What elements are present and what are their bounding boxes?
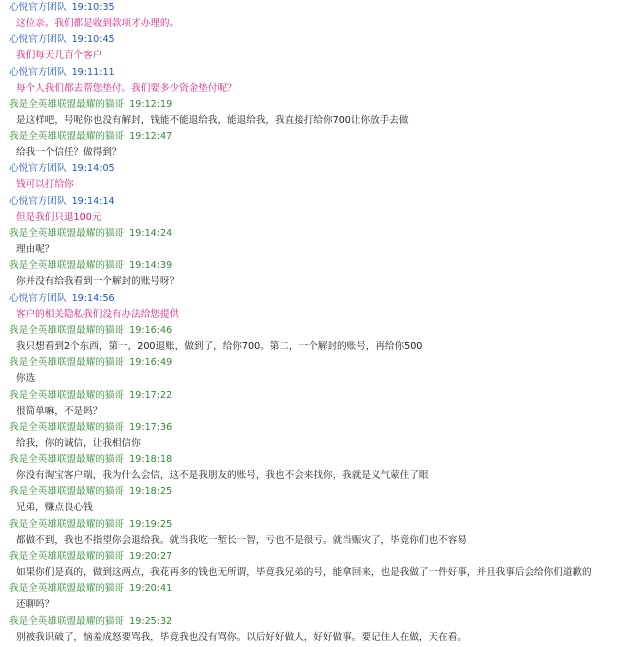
message-text: 你选 [16, 373, 36, 385]
sender-name: 心悦官方团队 [9, 34, 67, 46]
chat-message [0, 65, 640, 97]
sender-name: 我是全英雄联盟最耀的猫哥 [9, 131, 125, 143]
message-timestamp: 19:16:46 [129, 324, 173, 336]
message-timestamp: 19:25:32 [129, 615, 173, 627]
message-header [9, 452, 640, 468]
message-timestamp: 19:17:36 [129, 421, 173, 433]
message-timestamp: 19:14:14 [71, 195, 115, 207]
message-timestamp: 19:16:49 [129, 357, 173, 369]
message-text: 都做不到，我也不指望你会退给我。就当我吃一堑长一智，亏也不是很亏。就当赈灾了，毕竟你们也不容易 [16, 534, 467, 546]
message-header [9, 226, 640, 242]
sender-name: 心悦官方团队 [9, 66, 67, 78]
message-timestamp: 19:14:05 [71, 163, 115, 175]
sender-name: 我是全英雄联盟最耀的猫哥 [9, 389, 125, 401]
chat-message [0, 549, 640, 581]
message-text: 钱可以打给你 [16, 179, 74, 191]
chat-message [0, 226, 640, 258]
chat-message [0, 388, 640, 420]
message-timestamp: 19:18:18 [129, 454, 173, 466]
sender-name: 我是全英雄联盟最耀的猫哥 [9, 615, 125, 627]
message-header [9, 0, 640, 16]
message-text: 我只想看到2个东西，第一，200退账，做到了，给你700。第二，一个解封的账号，再给你500 [16, 340, 423, 352]
message-header [9, 32, 640, 48]
chat-message [0, 484, 640, 516]
sender-name: 心悦官方团队 [9, 292, 67, 304]
message-header [9, 323, 640, 339]
message-text: 你没有淘宝客户端，我为什么会信，这不是我朋友的账号，我也不会来找你，我就是义气蒙住了眼 [16, 470, 429, 482]
message-header [9, 97, 640, 113]
message-timestamp: 19:12:19 [129, 98, 173, 110]
message-header [9, 517, 640, 533]
chat-message [0, 452, 640, 484]
message-timestamp: 19:11:11 [71, 66, 115, 78]
message-header [9, 420, 640, 436]
message-timestamp: 19:14:39 [129, 260, 173, 272]
message-timestamp: 19:14:24 [129, 228, 173, 240]
sender-name: 心悦官方团队 [9, 163, 67, 175]
message-timestamp: 19:20:27 [129, 551, 173, 563]
message-timestamp: 19:20:41 [129, 583, 173, 595]
sender-name: 我是全英雄联盟最耀的猫哥 [9, 357, 125, 369]
sender-name: 我是全英雄联盟最耀的猫哥 [9, 260, 125, 272]
message-header [9, 65, 640, 81]
sender-name: 我是全英雄联盟最耀的猫哥 [9, 551, 125, 563]
chat-message [0, 0, 640, 32]
sender-name: 我是全英雄联盟最耀的猫哥 [9, 98, 125, 110]
message-text: 客户的相关隐私我们没有办法给您提供 [16, 308, 180, 320]
sender-name: 我是全英雄联盟最耀的猫哥 [9, 454, 125, 466]
message-text: 如果你们是真的，做到这两点，我花再多的钱也无所谓，毕竟我兄弟的号，能拿回来，也是我做了一件好事，并且我事后会给你们道歉的 [16, 567, 592, 579]
message-timestamp: 19:19:25 [129, 518, 173, 530]
message-timestamp: 19:14:56 [71, 292, 115, 304]
message-text: 每个人我们都去帮您垫付。我们要多少资金垫付呢？ [16, 82, 237, 94]
message-text: 是这样吧，号呢你也没有解封，钱能不能退给我，能退给我，我直接打给你700让你放手去做 [16, 114, 409, 126]
sender-name: 心悦官方团队 [9, 195, 67, 207]
message-header [9, 161, 640, 177]
message-text: 别被我识破了，恼羞成怒要骂我，毕竟我也没有骂你。以后好好做人，好好做事。要记住人在做，天在看。 [16, 631, 467, 643]
chat-message [0, 323, 640, 355]
message-text: 这位亲。我们都是收到款项才办理的。 [16, 18, 180, 29]
message-header [9, 291, 640, 307]
message-timestamp: 19:12:47 [129, 131, 173, 143]
sender-name: 我是全英雄联盟最耀的猫哥 [9, 486, 125, 498]
sender-name: 心悦官方团队 [9, 2, 67, 13]
chat-message [0, 581, 640, 613]
message-text: 还聊吗？ [16, 599, 55, 611]
message-text: 我们每天几百个客户 [16, 50, 103, 62]
chat-message [0, 355, 640, 387]
message-header [9, 614, 640, 630]
message-timestamp: 19:10:35 [71, 2, 115, 13]
message-timestamp: 19:10:45 [71, 34, 115, 46]
sender-name: 我是全英雄联盟最耀的猫哥 [9, 324, 125, 336]
message-header [9, 194, 640, 210]
message-text: 给我一个信任？做得到？ [16, 147, 122, 159]
message-text: 但是我们只退100元 [16, 211, 102, 223]
chat-message [0, 97, 640, 129]
message-header [9, 549, 640, 565]
message-header [9, 388, 640, 404]
sender-name: 我是全英雄联盟最耀的猫哥 [9, 421, 125, 433]
message-header [9, 581, 640, 597]
message-text: 你并没有给我看到一个解封的账号呀？ [16, 276, 180, 288]
message-text: 给我，你的诚信，让我相信你 [16, 437, 141, 449]
chat-message [0, 517, 640, 549]
sender-name: 我是全英雄联盟最耀的猫哥 [9, 228, 125, 240]
message-text: 理由呢？ [16, 244, 55, 256]
chat-message [0, 129, 640, 161]
chat-message [0, 614, 640, 646]
chat-message [0, 420, 640, 452]
message-header [9, 355, 640, 371]
message-timestamp: 19:18:25 [129, 486, 173, 498]
chat-message [0, 161, 640, 193]
message-timestamp: 19:17:22 [129, 389, 173, 401]
message-header [9, 129, 640, 145]
message-text: 很简单嘛，不是吗？ [16, 405, 103, 417]
sender-name: 我是全英雄联盟最耀的猫哥 [9, 583, 125, 595]
chat-message [0, 194, 640, 226]
message-text: 兄弟，赚点良心钱 [16, 502, 93, 514]
chat-message [0, 32, 640, 64]
sender-name: 我是全英雄联盟最耀的猫哥 [9, 518, 125, 530]
message-header [9, 484, 640, 500]
message-header [9, 258, 640, 274]
chat-message [0, 258, 640, 290]
chat-message [0, 291, 640, 323]
